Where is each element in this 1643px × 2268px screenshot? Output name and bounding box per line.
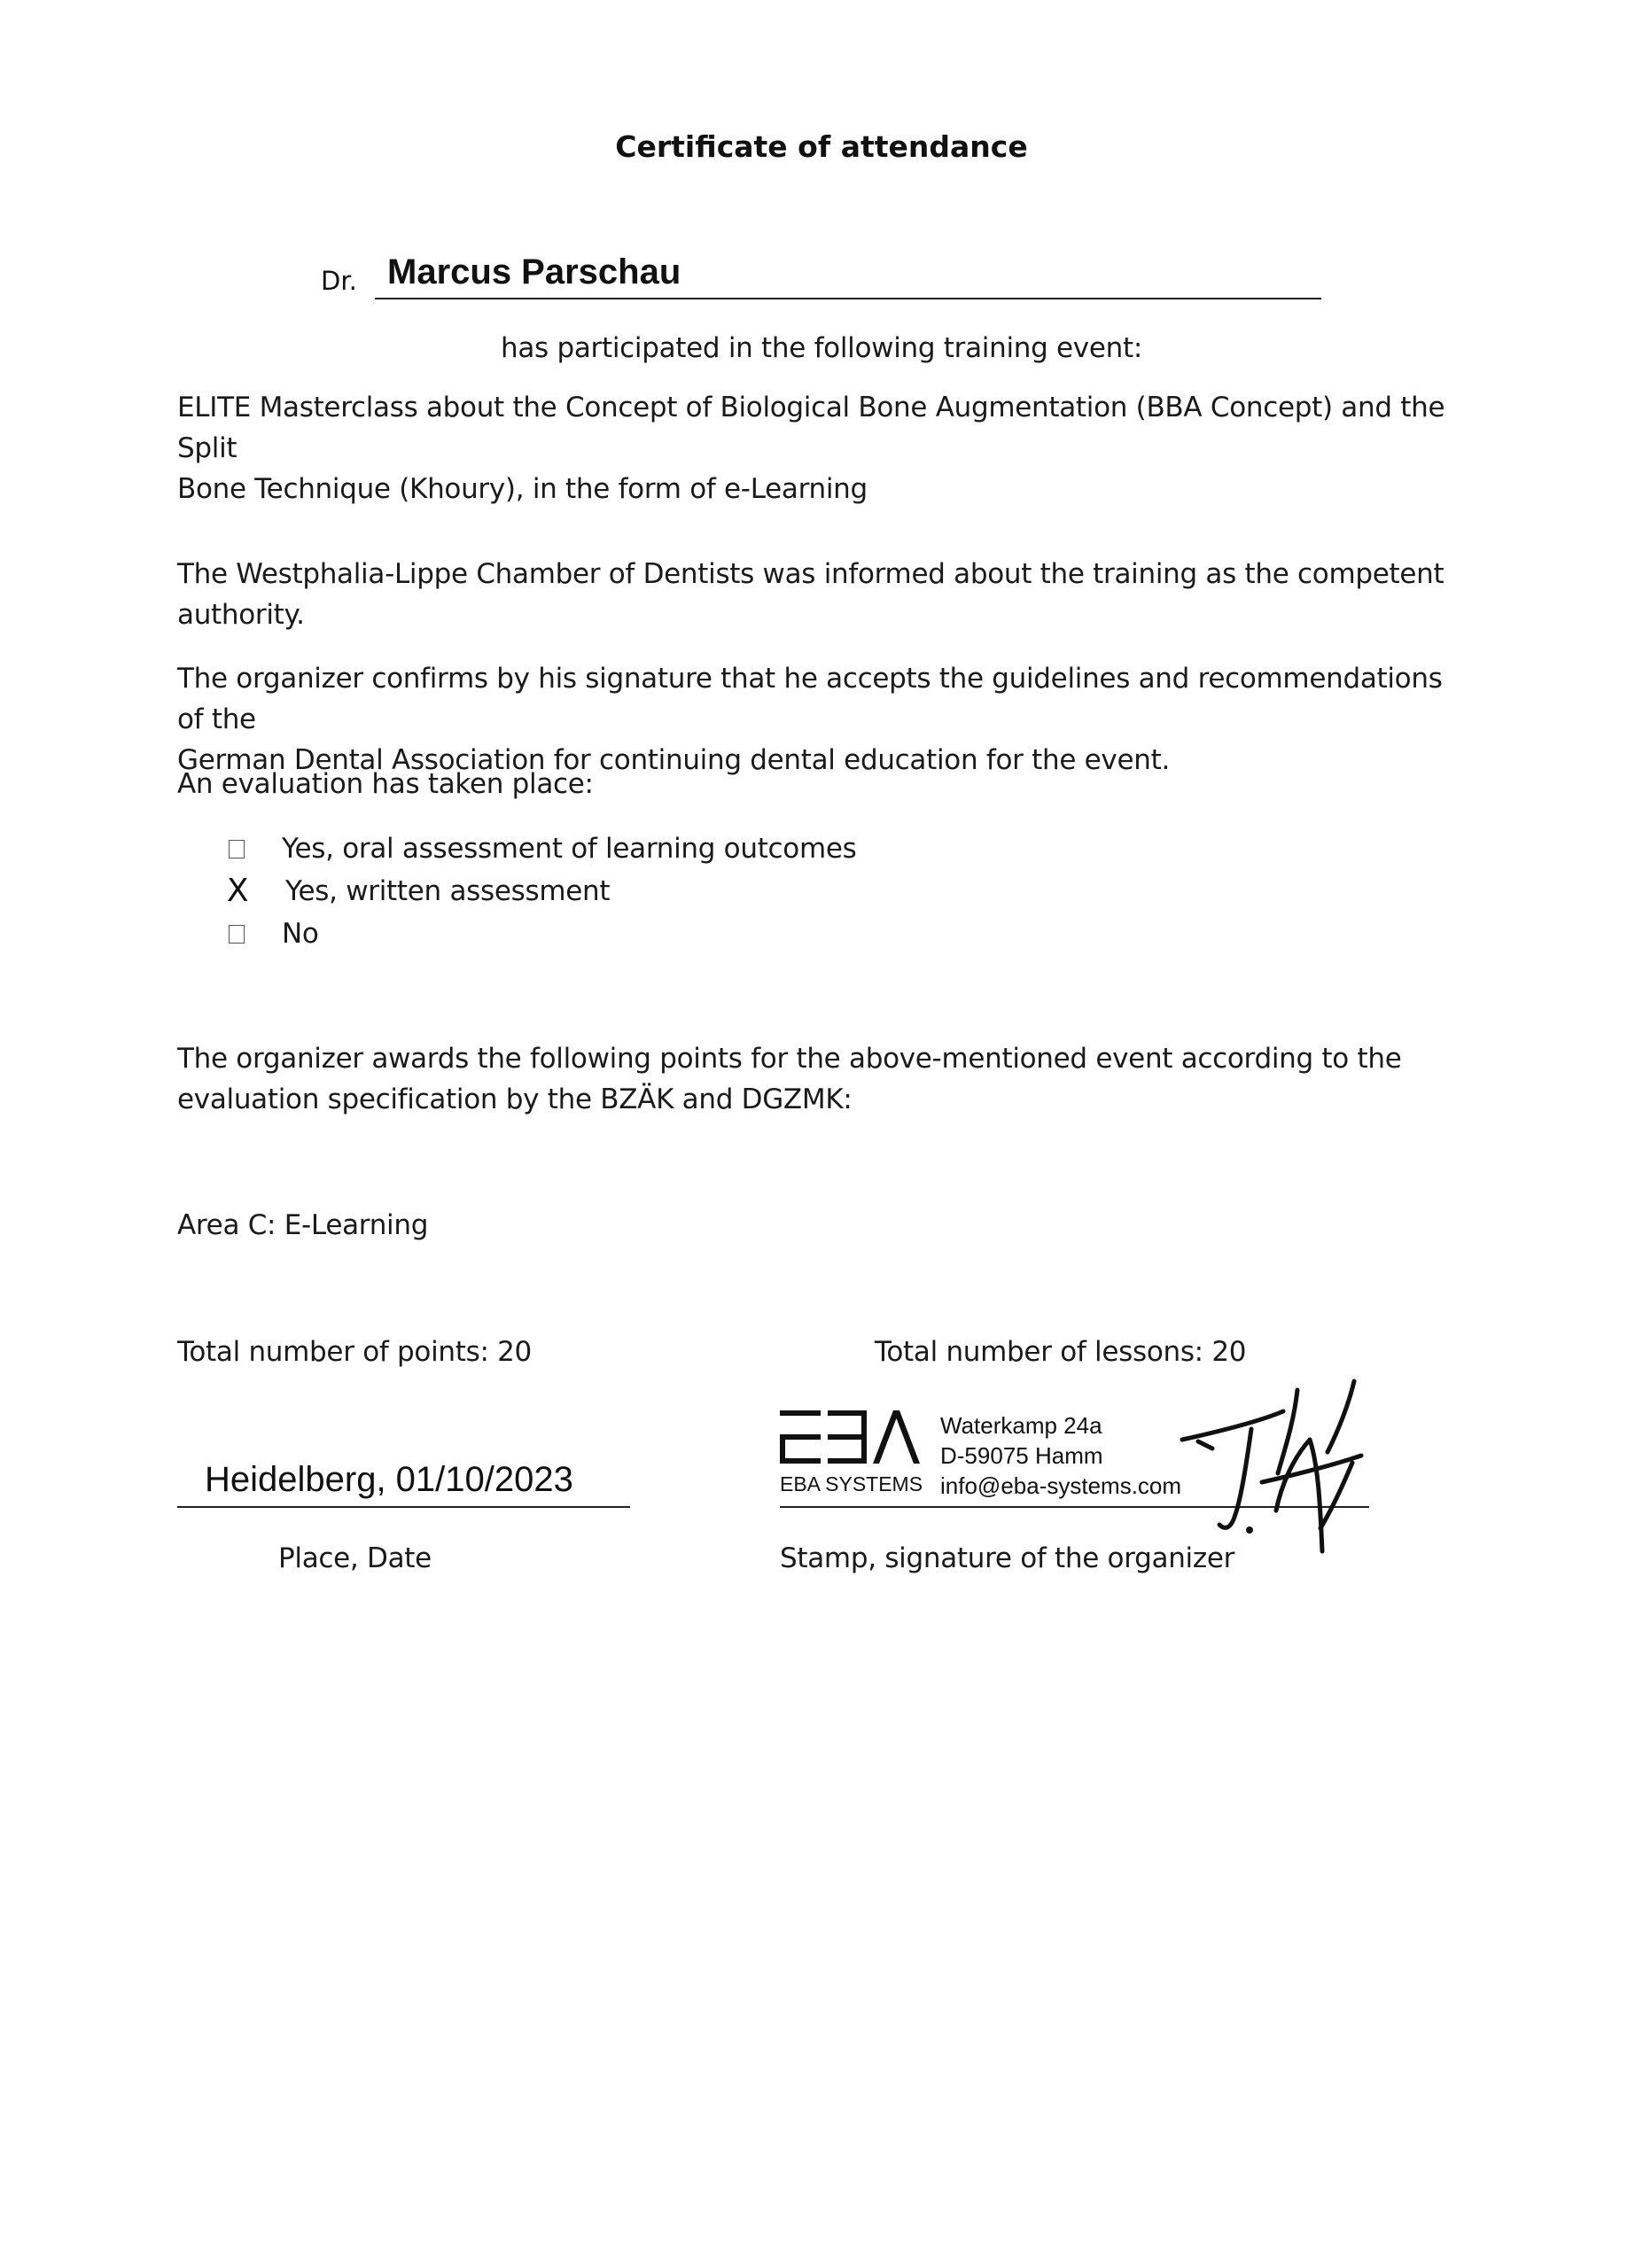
event-line-1: ELITE Masterclass about the Concept of Biological Bone Augmentation (BBA Concept) and the Split <box>177 392 1445 464</box>
evaluation-option-written <box>223 870 610 913</box>
chamber-line-2: authority. <box>177 599 305 631</box>
chamber-statement <box>177 554 1471 635</box>
chamber-line-1: The Westphalia-Lippe Chamber of Dentists was informed about the training as the competent <box>177 558 1444 590</box>
organizer-statement <box>177 658 1471 781</box>
name-prefix: Dr. <box>321 266 357 296</box>
address-line-1: Waterkamp 24a <box>940 1412 1102 1439</box>
points-statement <box>177 1038 1471 1120</box>
participant-name: Marcus Parschau <box>387 252 681 291</box>
name-underline <box>375 298 1321 299</box>
points-line-2: evaluation specification by the BZÄK and DGZMK: <box>177 1084 853 1115</box>
checkbox-x-icon: X <box>226 873 249 909</box>
event-description <box>177 387 1471 509</box>
evaluation-option-label: No <box>282 918 319 950</box>
eba-address <box>940 1410 1181 1501</box>
certificate-title: Certificate of attendance <box>615 129 1028 164</box>
evaluation-option-oral <box>223 827 856 870</box>
points-line-1: The organizer awards the following points for the above-mentioned event according to the <box>177 1043 1402 1075</box>
organizer-line-2: German Dental Association for continuing dental education for the event. <box>177 744 1170 776</box>
address-line-3: info@eba-systems.com <box>940 1472 1182 1499</box>
place-date-label: Place, Date <box>278 1542 432 1574</box>
total-lessons: Total number of lessons: 20 <box>875 1336 1247 1368</box>
organizer-line-1: The organizer confirms by his signature that he accepts the guidelines and recommendations of the <box>177 663 1443 735</box>
place-date-value: Heidelberg, 01/10/2023 <box>205 1460 573 1499</box>
event-line-2: Bone Technique (Khoury), in the form of e-Learning <box>177 473 868 505</box>
evaluation-option-label: Yes, oral assessment of learning outcomes <box>282 833 857 865</box>
eba-caption: EBA SYSTEMS <box>780 1472 923 1495</box>
evaluation-heading: An evaluation has taken place: <box>177 768 594 800</box>
signature-label: Stamp, signature of the organizer <box>780 1542 1235 1574</box>
checkbox-empty-icon <box>229 840 245 858</box>
address-line-2: D-59075 Hamm <box>940 1442 1103 1469</box>
area-label: Area C: E-Learning <box>177 1209 429 1241</box>
evaluation-option-no <box>223 913 319 955</box>
eba-logo-icon <box>780 1410 922 1470</box>
total-points: Total number of points: 20 <box>177 1336 532 1368</box>
checkbox-empty-icon <box>229 925 245 944</box>
place-date-underline <box>177 1506 630 1508</box>
participated-text: has participated in the following training event: <box>501 332 1142 364</box>
evaluation-option-label: Yes, written assessment <box>285 875 611 907</box>
